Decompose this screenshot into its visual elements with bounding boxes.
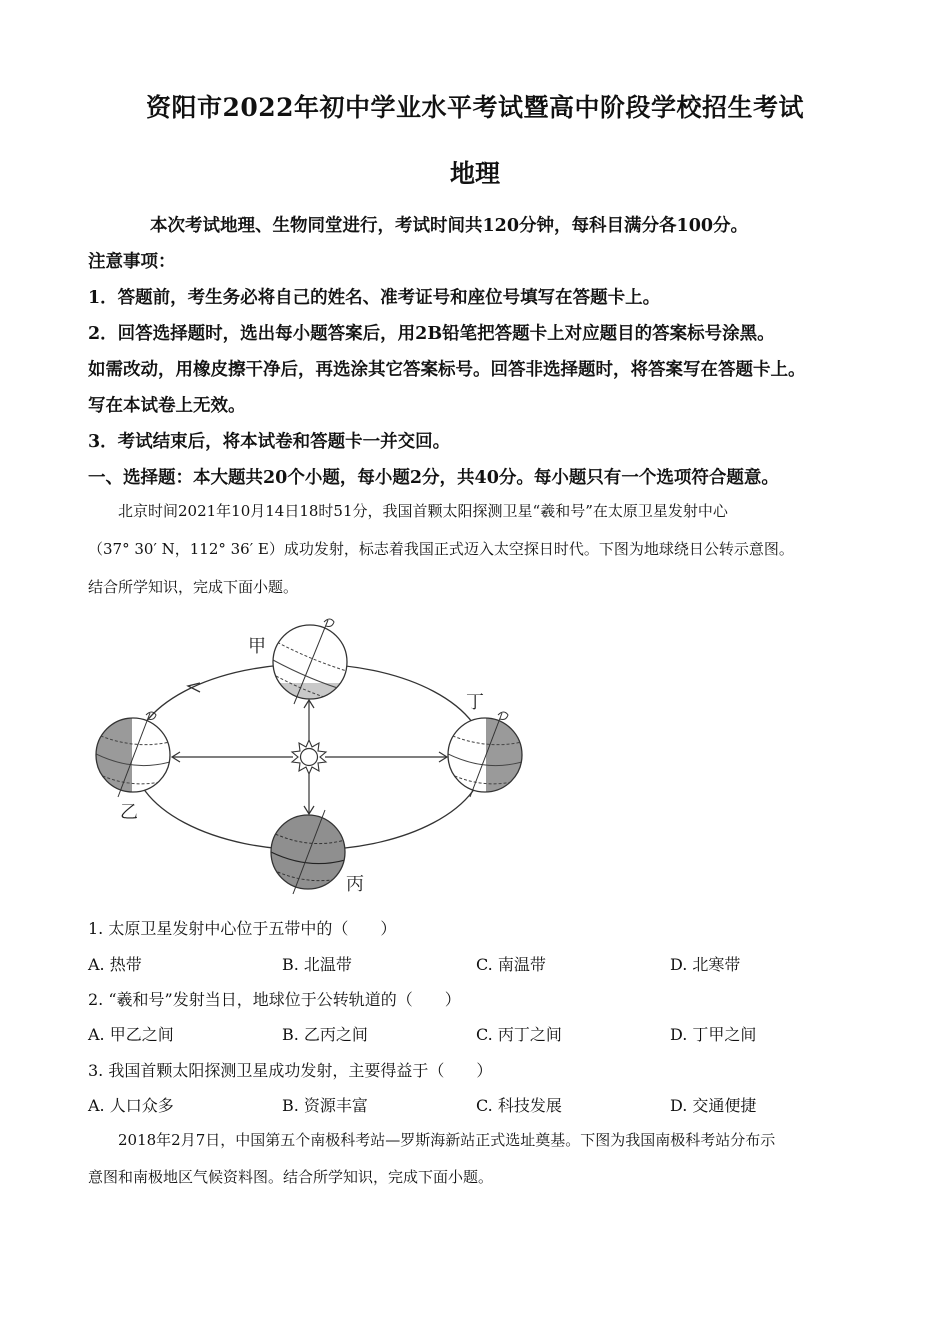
question-1-option-c[interactable]: C. 南温带 xyxy=(476,955,546,974)
question-2-option-d[interactable]: D. 丁甲之间 xyxy=(670,1025,757,1044)
notes-item-2-cont: 如需改动，用橡皮擦干净后，再选涂其它答案标号。回答非选择题时，将答案写在答题卡上。 xyxy=(88,360,806,380)
question-1-option-d[interactable]: D. 北寒带 xyxy=(670,955,741,974)
notes-item-2-end: 写在本试卷上无效。 xyxy=(88,396,246,416)
question-3-stem: 3. 我国首颗太阳探测卫星成功发射，主要得益于（ ） xyxy=(88,1061,493,1080)
label-jia: 甲 xyxy=(248,636,266,657)
earth-globe-icon xyxy=(448,712,526,802)
question-1-option-b[interactable]: B. 北温带 xyxy=(282,955,352,974)
passage-2-line-1: 2018年2月7日，中国第五个南极科考站—罗斯海新站正式选址奠基。下图为我国南极科考站分布示 xyxy=(118,1131,776,1149)
question-2-option-c[interactable]: C. 丙丁之间 xyxy=(476,1025,562,1044)
subject-title: 地理 xyxy=(449,159,500,188)
earth-globe-icon xyxy=(273,619,353,713)
question-3-option-d[interactable]: D. 交通便捷 xyxy=(670,1096,757,1115)
passage-1-line-1: 北京时间2021年10月14日18时51分，我国首颗太阳探测卫星“羲和号”在太原卫星发射中心 xyxy=(118,502,728,520)
earth-globe-icon xyxy=(96,712,170,802)
exam-intro: 本次考试地理、生物同堂进行，考试时间共120分钟，每科目满分各100分。 xyxy=(150,216,749,236)
notes-heading: 注意事项： xyxy=(88,252,176,272)
earth-revolution-diagram xyxy=(88,612,538,902)
passage-1-line-2: （37° 30′ N，112° 36′ E）成功发射，标志着我国正式迈入太空探日时代。下图为地球绕日公转示意图。 xyxy=(88,540,794,558)
question-2-stem: 2. “羲和号”发射当日，地球位于公转轨道的（ ） xyxy=(88,990,461,1009)
question-3-option-b[interactable]: B. 资源丰富 xyxy=(282,1096,368,1115)
exam-title: 资阳市2022年初中学业水平考试暨高中阶段学校招生考试 xyxy=(145,93,805,122)
sun-icon xyxy=(292,740,326,774)
passage-2-line-2: 意图和南极地区气候资料图。结合所学知识，完成下面小题。 xyxy=(88,1168,494,1186)
notes-item-1: 1．答题前，考生务必将自己的姓名、准考证号和座位号填写在答题卡上。 xyxy=(88,288,661,308)
earth-globe-icon xyxy=(271,810,345,894)
label-yi: 乙 xyxy=(120,802,138,823)
question-1-stem: 1. 太原卫星发射中心位于五带中的（ ） xyxy=(88,919,397,938)
notes-item-3: 3．考试结束后，将本试卷和答题卡一并交回。 xyxy=(88,432,451,452)
question-2-option-b[interactable]: B. 乙丙之间 xyxy=(282,1025,368,1044)
question-1-option-a[interactable]: A. 热带 xyxy=(88,955,142,974)
notes-item-2: 2．回答选择题时，选出每小题答案后，用2B铅笔把答题卡上对应题目的答案标号涂黑。 xyxy=(88,324,775,344)
section-heading: 一、选择题：本大题共20个小题，每小题2分，共40分。每小题只有一个选项符合题意。 xyxy=(88,468,779,488)
question-2-option-a[interactable]: A. 甲乙之间 xyxy=(88,1025,174,1044)
label-bing: 丙 xyxy=(346,874,364,895)
question-3-option-c[interactable]: C. 科技发展 xyxy=(476,1096,562,1115)
passage-1-line-3: 结合所学知识，完成下面小题。 xyxy=(88,578,299,596)
label-ding: 丁 xyxy=(466,692,484,713)
question-3-option-a[interactable]: A. 人口众多 xyxy=(88,1096,174,1115)
